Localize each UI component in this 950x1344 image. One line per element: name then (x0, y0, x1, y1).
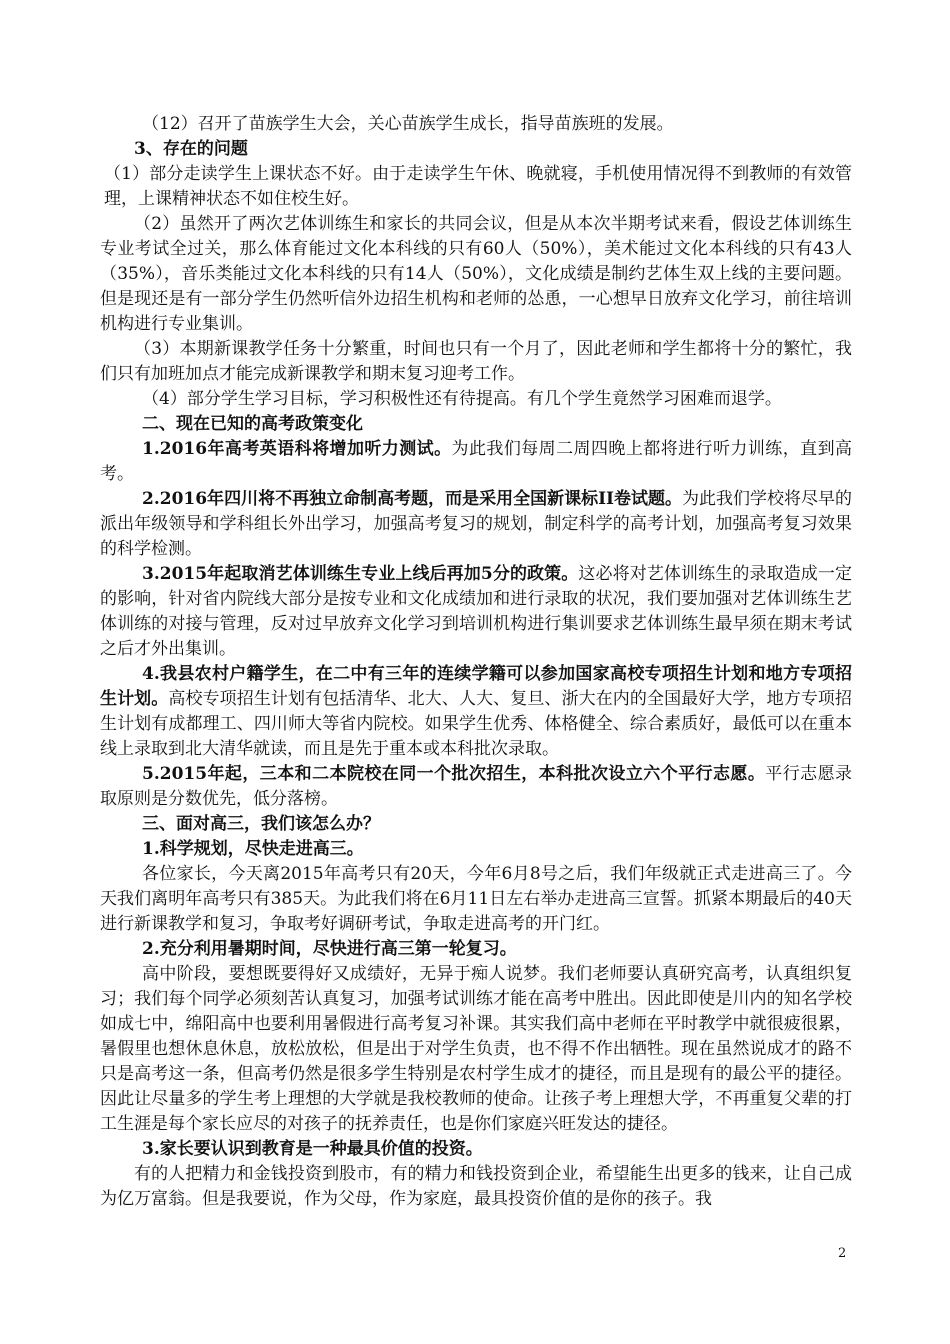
paragraph-text: （12）召开了苗族学生大会，关心苗族学生成长，指导苗族班的发展。 (142, 114, 674, 134)
plan-heading-3 (100, 1137, 852, 1162)
heading-text: 二、现在已知的高考政策变化 (142, 414, 363, 434)
section-heading-plan (100, 812, 852, 837)
paragraph-text: 高中阶段，要想既要得好又成绩好，无异于痴人说梦。我们老师要认真研究高考，认真组织复习；我们每个同学必须刻苦认真复习，加强考试训练才能在高考中胜出。因此即使是川内的知名学校如成七中，绵阳高中也要利用暑假进行高考复习补课。其实我们高中老师在平时教学中就很疲很累，暑假里也想休息休息，放松放松，但是出于对学生负责，也不得不作出牺牲。现在虽然说成才的路不只是高考这一条，但高考仍然是很多学生特别是农村学生成才的捷径，而且是现有的最公平的捷径。因此让尽量多的学生考上理想的大学就是我校教师的使命。让孩子考上理想大学，不再重复父辈的打工生涯是每个家长应尽的对孩子的抚养责任，也是你们家庭兴旺发达的捷径。 (100, 964, 852, 1134)
policy-title: 3.2015年起取消艺体训练生专业上线后再加5分的政策。 (142, 564, 579, 584)
plan-paragraph-1 (100, 862, 852, 937)
policy-title: 5.2015年起，三本和二本院校在同一个批次招生，本科批次设立六个平行志愿。 (142, 764, 766, 784)
section-heading-policy (100, 412, 852, 437)
policy-title: 2.2016年四川将不再独立命制高考题，而是采用全国新课标II卷试题。 (142, 489, 682, 509)
problem-2 (100, 212, 852, 337)
heading-text: 1.科学规划，尽快走进高三。 (142, 839, 364, 859)
heading-text: 3、存在的问题 (134, 139, 248, 159)
paragraph-text: 这必将对艺体训练生的录取造成一定的影响，针对省内院线大部分是按专业和文化成绩加和进行录取的状况，我们要加强对艺体训练生艺体训练的对接与管理，反对过早放弃文化学习到培训机构进行集训要求艺体训练生最早须在期末考试之后才外出集训。 (100, 564, 853, 659)
paragraph-text: 有的人把精力和金钱投资到股市，有的精力和钱投资到企业，希望能生出更多的钱来，让自己成为亿万富翁。但是我要说，作为父母，作为家庭，最具投资价值的是你的孩子。我 (100, 1164, 852, 1209)
problem-1 (100, 162, 852, 212)
problem-4 (100, 387, 852, 412)
paragraph-text: 高校专项招生计划有包括清华、北大、人大、复旦、浙大在内的全国最好大学，地方专项招生计划有成都理工、四川师大等省内院校。如果学生优秀、体格健全、综合素质好，最低可以在重本线上录取到北大清华就读，而且是先于重本或本科批次录取。 (100, 689, 853, 759)
paragraph-text: （2）虽然开了两次艺体训练生和家长的共同会议，但是从本次半期考试来看，假设艺体训练生专业考试全过关，那么体育能过文化本科线的只有60人（50%），美术能过文化本科线的只有43人（35%），音乐类能过文化本科线的只有14人（50%），文化成绩是制约艺体生双上线的主要问题。但是现还是有一部分学生仍然听信外边招生机构和老师的怂恿，一心想早日放弃文化学习，前往培训机构进行专业集训。 (100, 214, 852, 334)
policy-5 (100, 762, 852, 812)
paragraph-text: 各位家长，今天离2015年高考只有20天，今年6月8号之后，我们年级就正式走进高三了。今天我们离明年高考只有385天。为此我们将在6月11日左右举办走进高三宣誓。抓紧本期最后的40天进行新课教学和复习，争取考好调研考试，争取走进高考的开门红。 (100, 864, 852, 934)
paragraph-text: （3）本期新课教学任务十分繁重，时间也只有一个月了，因此老师和学生都将十分的繁忙，我们只有加班加点才能完成新课教学和期末复习迎考工作。 (100, 339, 852, 384)
plan-paragraph-2 (100, 962, 852, 1137)
page-number: 2 (838, 1246, 847, 1261)
heading-text: 三、面对高三，我们该怎么办？ (142, 814, 380, 834)
paragraph-text: 平行志愿录取原则是分数优先，低分落榜。 (100, 764, 853, 809)
paragraph-text: 为此我们学校将尽早的派出年级领导和学科组长外出学习，加强高考复习的规划，制定科学的高考计划，加强高考复习效果的科学检测。 (100, 489, 853, 559)
problem-3 (100, 337, 852, 387)
policy-title: 4.我县农村户籍学生，在二中有三年的连续学籍可以参加国家高校专项招生计划和地方专项招生计划。 (100, 664, 852, 709)
plan-heading-1 (100, 837, 852, 862)
policy-title: 1.2016年高考英语科将增加听力测试。 (142, 439, 452, 459)
paragraph-text: 为此我们每周二周四晚上都将进行听力训练，直到高考。 (100, 439, 853, 484)
section-heading-problems (100, 137, 852, 162)
document-body (100, 112, 852, 1212)
policy-1 (100, 437, 852, 487)
paragraph-text: （1）部分走读学生上课状态不好。由于走读学生午休、晚就寝，手机使用情况得不到教师的有效管理，上课精神状态不如住校生好。 (104, 164, 852, 209)
policy-4 (100, 662, 852, 762)
policy-3 (100, 562, 852, 662)
paragraph-12 (100, 112, 852, 137)
policy-2 (100, 487, 852, 562)
paragraph-text: （4）部分学生学习目标，学习积极性还有待提高。有几个学生竟然学习困难而退学。 (142, 389, 782, 409)
plan-heading-2 (100, 937, 852, 962)
heading-text: 3.家长要认识到教育是一种最具价值的投资。 (142, 1139, 483, 1159)
heading-text: 2.充分利用暑期时间，尽快进行高三第一轮复习。 (142, 939, 517, 959)
plan-paragraph-3 (100, 1162, 852, 1212)
